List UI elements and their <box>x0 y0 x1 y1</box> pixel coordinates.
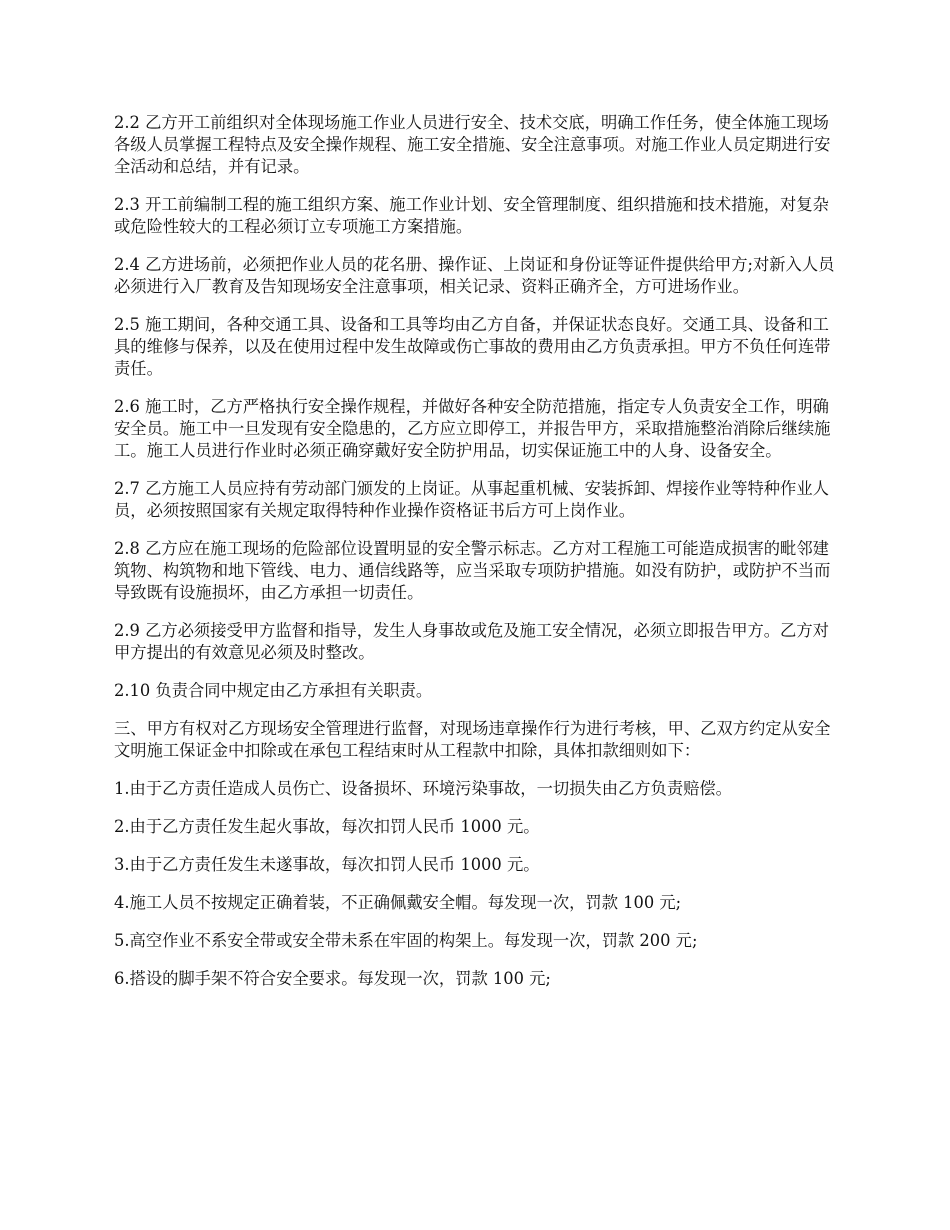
document-page <box>114 112 840 1006</box>
clause-2-3: 2.3 开工前编制工程的施工组织方案、施工作业计划、安全管理制度、组织措施和技术措施，对复杂或危险性较大的工程必须订立专项施工方案措施。 <box>114 195 829 236</box>
clause-2-7: 2.7 乙方施工人员应持有劳动部门颁发的上岗证。从事起重机械、安装拆卸、焊接作业等特种作业人员，必须按照国家有关规定取得特种作业操作资格证书后方可上岗作业。 <box>114 479 829 520</box>
clause-2-2: 2.2 乙方开工前组织对全体现场施工作业人员进行安全、技术交底，明确工作任务，使全体施工现场各级人员掌握工程特点及安全操作规程、施工安全措施、安全注意事项。对施工作业人员定期进行安全活动和总结，并有记录。 <box>114 113 831 176</box>
clause-2-6: 2.6 施工时，乙方严格执行安全操作规程，并做好各种安全防范措施，指定专人负责安全工作，明确安全员。施工中一旦发现有安全隐患的，乙方应立即停工，并报告甲方，采取措施整治消除后继续施工。施工人员进行作业时必须正确穿戴好安全防护用品，切实保证施工中的人身、设备安全。 <box>114 397 831 460</box>
penalty-item-6: 6.搭设的脚手架不符合安全要求。每发现一次，罚款 100 元; <box>114 969 551 988</box>
clause-2-4: 2.4 乙方进场前，必须把作业人员的花名册、操作证、上岗证和身份证等证件提供给甲方;对新入人员必须进行入厂教育及告知现场安全注意事项，相关记录、资料正确齐全，方可进场作业。 <box>114 255 835 296</box>
penalty-item-5: 5.高空作业不系安全带或安全带未系在牢固的构架上。每发现一次，罚款 200 元; <box>114 931 698 950</box>
section-3-intro: 三、甲方有权对乙方现场安全管理进行监督，对现场违章操作行为进行考核，甲、乙双方约定从安全文明施工保证金中扣除或在承包工程结束时从工程款中扣除，具体扣款细则如下： <box>114 719 831 760</box>
clause-2-10: 2.10 负责合同中规定由乙方承担有关职责。 <box>114 681 433 700</box>
clause-2-8: 2.8 乙方应在施工现场的危险部位设置明显的安全警示标志。乙方对工程施工可能造成损害的毗邻建筑物、构筑物和地下管线、电力、通信线路等，应当采取专项防护措施。如没有防护，或防护不当而导致既有设施损坏，由乙方承担一切责任。 <box>114 539 831 602</box>
clause-2-5: 2.5 施工期间，各种交通工具、设备和工具等均由乙方自备，并保证状态良好。交通工具、设备和工具的维修与保养，以及在使用过程中发生故障或伤亡事故的费用由乙方负责承担。甲方不负任何连带责任。 <box>114 315 831 378</box>
penalty-item-2: 2.由于乙方责任发生起火事故，每次扣罚人民币 1000 元。 <box>114 817 540 836</box>
clause-2-9: 2.9 乙方必须接受甲方监督和指导，发生人身事故或危及施工安全情况，必须立即报告甲方。乙方对甲方提出的有效意见必须及时整改。 <box>114 621 829 662</box>
penalty-item-3: 3.由于乙方责任发生未遂事故，每次扣罚人民币 1000 元。 <box>114 855 540 874</box>
penalty-item-1: 1.由于乙方责任造成人员伤亡、设备损坏、环境污染事故，一切损失由乙方负责赔偿。 <box>114 779 732 798</box>
penalty-item-4: 4.施工人员不按规定正确着装，不正确佩戴安全帽。每发现一次，罚款 100 元; <box>114 893 682 912</box>
